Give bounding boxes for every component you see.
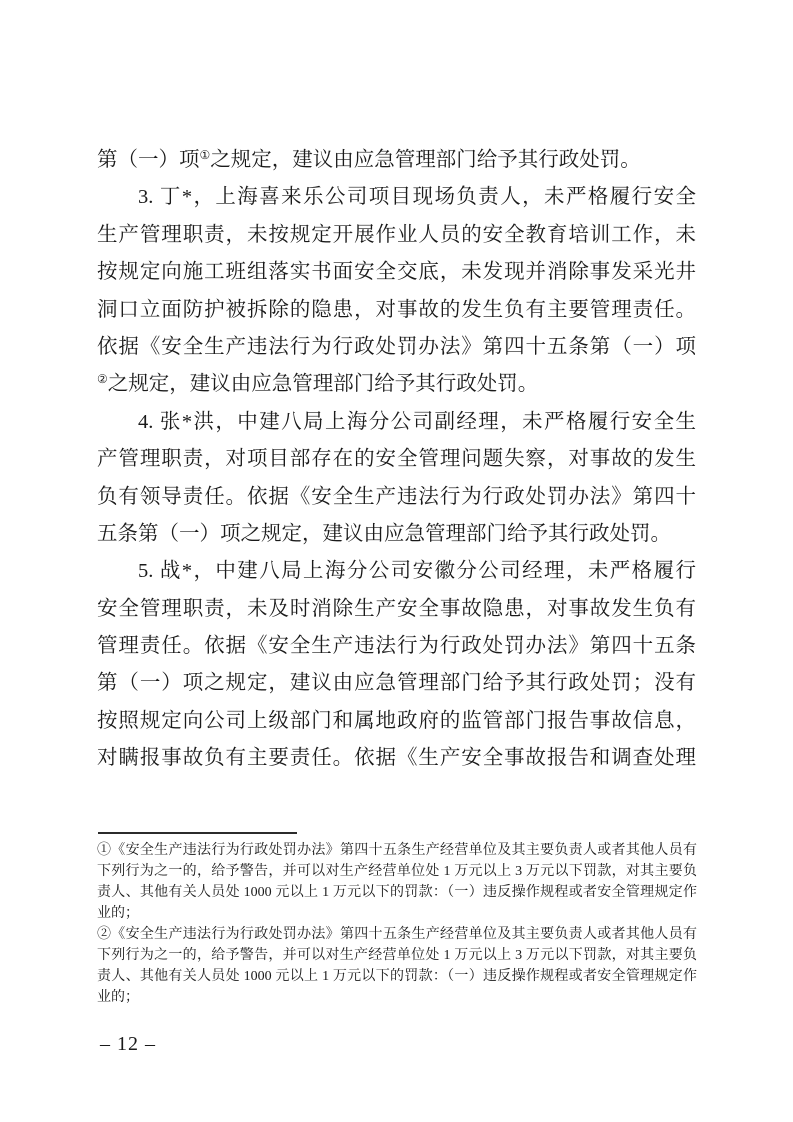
body-line <box>97 142 696 179</box>
body-line: 5. 战*，中建八局上海分公司安徽分公司经理，未严格履行 <box>138 560 696 583</box>
body-line: 按照规定向公司上级部门和属地政府的监管部门报告事故信息， <box>97 709 696 732</box>
footnote-ref-1: ① <box>199 148 211 162</box>
page-number: – 12 – <box>100 1033 156 1055</box>
footnote-line: 下列行为之一的，给予警告，并可以对生产经营单位处 1 万元以上 3 万元以下罚款，对其主要负 <box>97 948 697 963</box>
footnote-line: 下列行为之一的，给予警告，并可以对生产经营单位处 1 万元以上 3 万元以下罚款，对其主要负 <box>97 864 697 879</box>
footnote-2 <box>97 924 697 1008</box>
body-line: 管理责任。依据《安全生产违法行为行政处罚办法》第四十五条 <box>97 635 696 658</box>
body-line: 4. 张*洪，中建八局上海分公司副经理，未严格履行安全生 <box>138 410 696 433</box>
body-line: 对瞒报事故负有主要责任。依据《生产安全事故报告和调查处理 <box>97 747 696 770</box>
body-line: 生产管理职责，未按规定开展作业人员的安全教育培训工作，未 <box>97 223 696 246</box>
footnote-1 <box>97 840 697 924</box>
footnotes <box>97 840 697 1008</box>
body-line: 五条第（一）项之规定，建议由应急管理部门给予其行政处罚。 <box>97 522 671 545</box>
body-text <box>97 142 696 778</box>
line-text: 第（一）项 <box>97 149 200 171</box>
body-line: 依据《安全生产违法行为行政处罚办法》第四十五条第（一）项 <box>97 335 696 358</box>
body-line: 洞口立面防护被拆除的隐患，对事故的发生负有主要管理责任。 <box>97 298 696 321</box>
footnote-line: 责人、其他有关人员处 1000 元以上 1 万元以下的罚款：（一）违反操作规程或者安全管理规定作 <box>97 885 697 900</box>
line-text: 之规定，建议由应急管理部门给予其行政处罚。 <box>210 149 641 171</box>
line-text: 之规定，建议由应急管理部门给予其行政处罚。 <box>107 373 539 396</box>
body-line: 负有领导责任。依据《安全生产违法行为行政处罚办法》第四十 <box>97 485 696 508</box>
body-line <box>97 366 696 403</box>
body-line: 安全管理职责，未及时消除生产安全事故隐患，对事故发生负有 <box>97 597 696 620</box>
footnote-line: 业的； <box>97 990 139 1005</box>
body-line: 按规定向施工班组落实书面安全交底，未发现并消除事发采光井 <box>97 261 696 284</box>
footnote-line: ①《安全生产违法行为行政处罚办法》第四十五条生产经营单位及其主要负责人或者其他人员有 <box>97 843 697 858</box>
footnote-line: 责人、其他有关人员处 1000 元以上 1 万元以下的罚款：（一）违反操作规程或者安全管理规定作 <box>97 969 697 984</box>
footnote-line: 业的； <box>97 906 139 921</box>
body-line: 产管理职责，对项目部存在的安全管理问题失察，对事故的发生 <box>97 448 696 471</box>
footnote-separator <box>98 832 297 834</box>
body-line: 3. 丁*，上海喜来乐公司项目现场负责人，未严格履行安全 <box>138 186 696 209</box>
body-line: 第（一）项之规定，建议由应急管理部门给予其行政处罚；没有 <box>97 672 696 695</box>
footnote-line: ②《安全生产违法行为行政处罚办法》第四十五条生产经营单位及其主要负责人或者其他人员有 <box>97 927 697 942</box>
footnote-ref-2: ② <box>97 372 108 387</box>
